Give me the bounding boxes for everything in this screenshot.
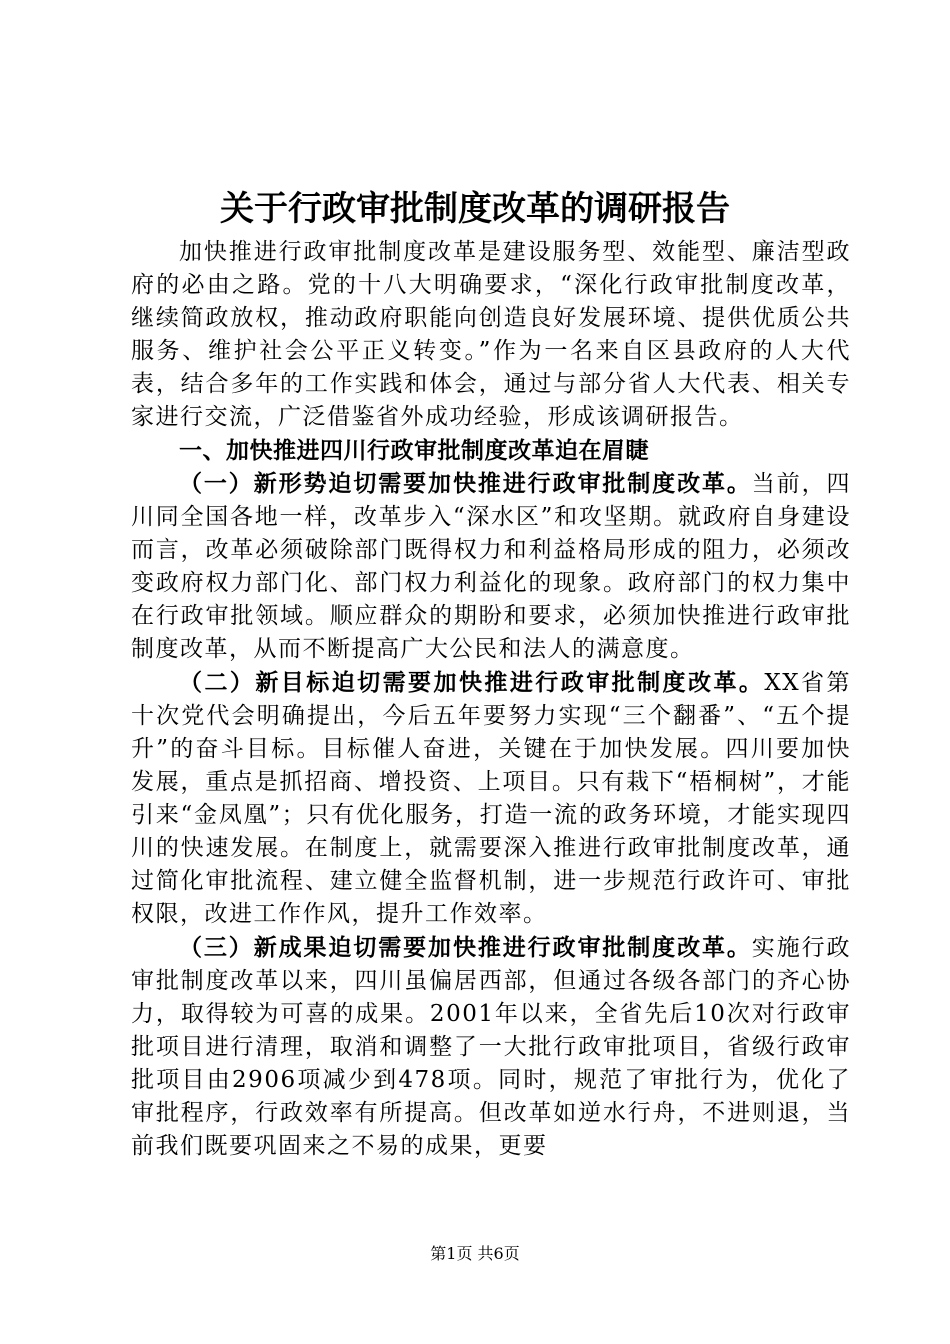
subsection-lead-2: （二）新目标迫切需要加快推进行政审批制度改革。 [179, 669, 765, 696]
subsection-body-2: XX省第十次党代会明确提出，今后五年要努力实现“三个翻番”、“五个提升”的奋斗目标。目标催人奋进，关键在于加快发展。四川要加快发展，重点是抓招商、增投资、上项目。只有栽下“梧桐树”，才能引来“金凤凰”；只有优化服务，打造一流的政务环境，才能实现四川的快速发展。在制度上，就需要深入推进行政审批制度改革，通过简化审批流程、建立健全监督机制，进一步规范行政许可、审批权限，改进工作作风，提升工作效率。 [131, 670, 852, 927]
document-body [131, 236, 851, 1163]
document-title: 关于行政审批制度改革的调研报告 [220, 189, 730, 229]
subsection-body-1: 当前，四川同全国各地一样，改革步入“深水区”和攻坚期。就政府自身建设而言，改革必须破除部门既得权力和利益格局形成的阻力，必须改变政府权力部门化、部门权力利益化的现象。政府部门的权力集中在行政审批领域。顺应群众的期盼和要求，必须加快推进行政审批制度改革，从而不断提高广大公民和法人的满意度。 [131, 471, 852, 662]
section-heading: 一、加快推进四川行政审批制度改革迫在眉睫 [179, 437, 649, 464]
subsection-paragraph-1 [131, 467, 851, 666]
subsection-lead-1: （一）新形势迫切需要加快推进行政审批制度改革。 [179, 470, 752, 497]
intro-paragraph: 加快推进行政审批制度改革是建设服务型、效能型、廉洁型政府的必由之路。党的十八大明确要求，“深化行政审批制度改革，继续简政放权，推动政府职能向创造良好发展环境、提供优质公共服务、维护社会公平正义转变。”作为一名来自区县政府的人大代表，结合多年的工作实践和体会，通过与部分省人大代表、相关专家进行交流，广泛借鉴省外成功经验，形成该调研报告。 [131, 239, 851, 430]
page-footer: 第1页 共6页 [430, 1244, 520, 1263]
subsection-paragraph-3 [131, 931, 851, 1163]
subsection-lead-3: （三）新成果迫切需要加快推进行政审批制度改革。 [179, 934, 752, 961]
subsection-body-3: 实施行政审批制度改革以来，四川虽偏居西部，但通过各级各部门的齐心协力，取得较为可喜的成果。2001年以来，全省先后10次对行政审批项目进行清理，取消和调整了一大批行政审批项目，省级行政审批项目由2906项减少到478项。同时，规范了审批行为，优化了审批程序，行政效率有所提高。但改革如逆水行舟，不进则退，当前我们既要巩固来之不易的成果，更要 [131, 935, 852, 1159]
subsection-paragraph-2 [131, 666, 851, 931]
